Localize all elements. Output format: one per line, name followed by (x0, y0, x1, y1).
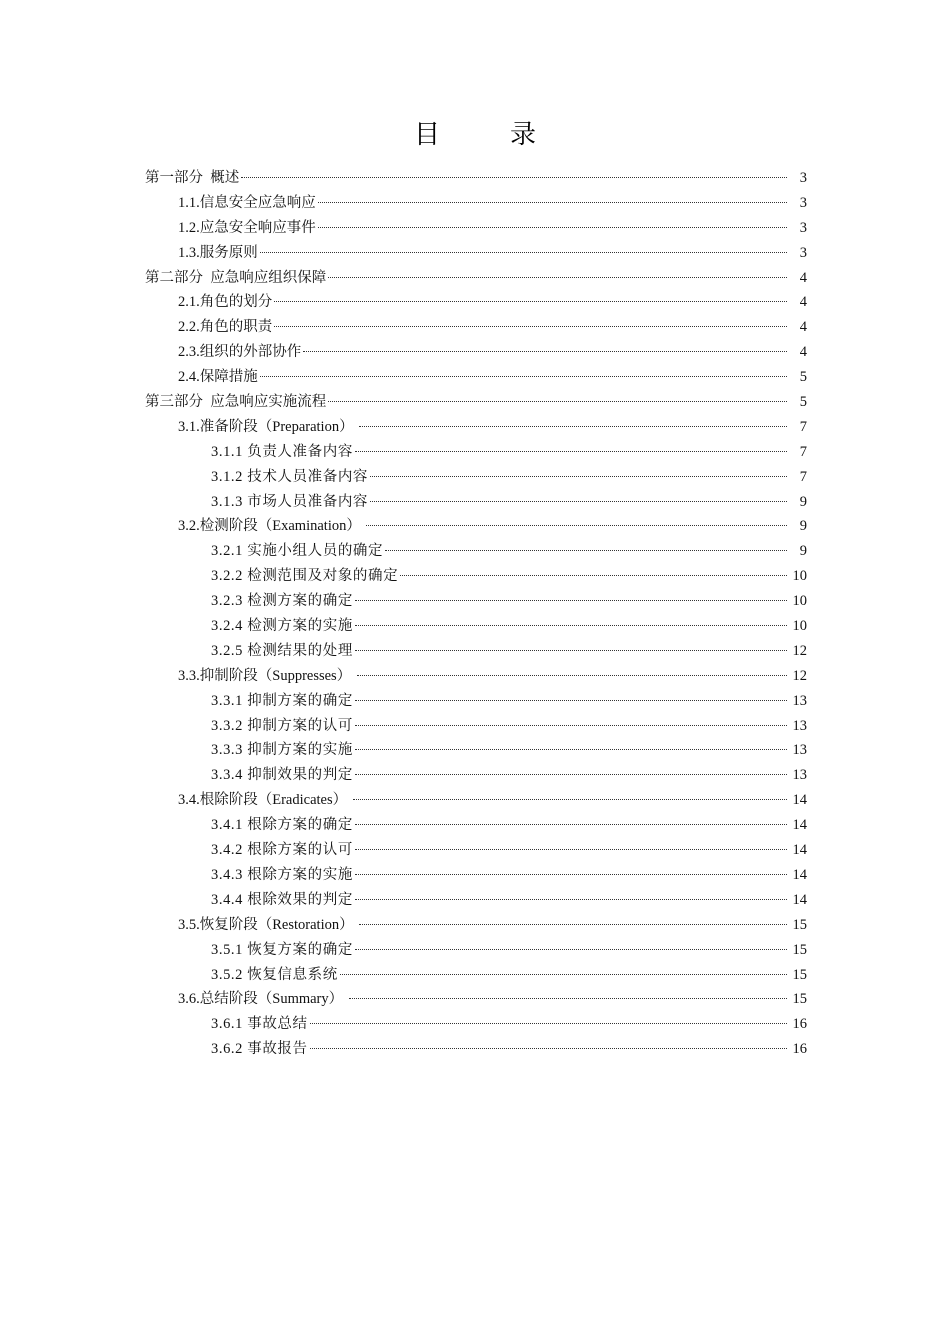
page-title: 目 录 (413, 120, 558, 150)
toc-entry-page-number: 7 (799, 468, 807, 485)
toc-entry-page-number: 15 (792, 991, 807, 1008)
toc-entry[interactable] (145, 689, 807, 714)
toc-leader-dots (385, 550, 787, 551)
toc-entry-label: 3.4.1 根除方案的确定 (211, 817, 353, 834)
toc-entry[interactable] (145, 166, 807, 191)
toc-entry-label: 3.5.恢复阶段（Restoration） (178, 916, 358, 933)
toc-entry-page-number: 13 (792, 742, 807, 759)
toc-leader-dots (355, 650, 787, 651)
toc-leader-dots (355, 874, 787, 875)
toc-leader-dots (355, 849, 787, 850)
toc-entry[interactable] (145, 340, 807, 365)
toc-entry[interactable] (145, 365, 807, 390)
toc-leader-dots (328, 401, 787, 402)
toc-leader-dots (274, 301, 787, 302)
toc-entry-label: 1.1.信息安全应急响应 (178, 194, 316, 211)
toc-entry[interactable] (145, 241, 807, 266)
toc-entry-page-number: 14 (792, 866, 807, 883)
toc-entry[interactable] (145, 763, 807, 788)
toc-leader-dots (355, 451, 787, 452)
toc-leader-dots (370, 476, 787, 477)
toc-entry-label: 3.2.5 检测结果的处理 (211, 642, 353, 659)
toc-entry-page-number: 3 (799, 194, 807, 211)
toc-entry-page-number: 7 (799, 418, 807, 435)
toc-entry-page-number: 12 (792, 667, 807, 684)
toc-leader-dots (241, 177, 787, 178)
toc-entry-label: 3.1.2 技术人员准备内容 (211, 468, 369, 485)
toc-entry[interactable] (145, 664, 807, 689)
toc-entry-label: 1.3.服务原则 (178, 244, 258, 261)
toc-entry[interactable] (145, 788, 807, 813)
toc-entry[interactable] (145, 1012, 807, 1037)
toc-entry-page-number: 13 (792, 767, 807, 784)
toc-entry-page-number: 14 (792, 792, 807, 809)
toc-entry-label: 2.2.角色的职责 (178, 319, 273, 336)
toc-entry-page-number: 4 (799, 269, 807, 286)
toc-entry-page-number: 9 (799, 493, 807, 510)
toc-entry-page-number: 15 (792, 966, 807, 983)
toc-entry[interactable] (145, 888, 807, 913)
toc-entry-label: 第三部分 应急响应实施流程 (145, 394, 327, 411)
toc-entry-label: 3.6.2 事故报告 (211, 1041, 308, 1058)
toc-entry-label: 3.4.2 根除方案的认可 (211, 842, 353, 859)
toc-entry-page-number: 4 (799, 294, 807, 311)
toc-entry-page-number: 5 (799, 394, 807, 411)
toc-entry[interactable] (145, 614, 807, 639)
toc-entry[interactable] (145, 440, 807, 465)
toc-entry-label: 3.4.4 根除效果的判定 (211, 891, 353, 908)
toc-entry[interactable] (145, 564, 807, 589)
toc-entry-label: 3.4.3 根除方案的实施 (211, 866, 353, 883)
toc-entry[interactable] (145, 514, 807, 539)
toc-entry-page-number: 10 (792, 568, 807, 585)
toc-entry-label: 3.3.3 抑制方案的实施 (211, 742, 353, 759)
toc-leader-dots (359, 426, 787, 427)
toc-entry[interactable] (145, 216, 807, 241)
toc-entry[interactable] (145, 589, 807, 614)
toc-entry[interactable] (145, 191, 807, 216)
toc-entry[interactable] (145, 290, 807, 315)
toc-leader-dots (355, 600, 787, 601)
toc-entry[interactable] (145, 639, 807, 664)
toc-entry-page-number: 16 (792, 1016, 807, 1033)
toc-entry-label: 1.2.应急安全响应事件 (178, 219, 316, 236)
toc-entry[interactable] (145, 813, 807, 838)
toc-entry[interactable] (145, 838, 807, 863)
toc-entry-label: 3.2.1 实施小组人员的确定 (211, 543, 384, 560)
toc-entry-label: 3.3.1 抑制方案的确定 (211, 692, 353, 709)
toc-entry-label: 3.5.1 恢复方案的确定 (211, 941, 353, 958)
toc-leader-dots (310, 1048, 787, 1049)
toc-leader-dots (355, 625, 787, 626)
toc-entry[interactable] (145, 539, 807, 564)
toc-leader-dots (310, 1023, 787, 1024)
toc-entry-label: 2.1.角色的划分 (178, 294, 273, 311)
toc-entry-label: 3.1.1 负责人准备内容 (211, 443, 353, 460)
toc-entry-label: 3.2.4 检测方案的实施 (211, 618, 353, 635)
toc-entry-page-number: 14 (792, 817, 807, 834)
toc-entry-label: 3.2.检测阶段（Examination） (178, 518, 365, 535)
toc-entry-label: 3.4.根除阶段（Eradicates） (178, 792, 351, 809)
toc-entry[interactable] (145, 863, 807, 888)
toc-entry-label: 3.2.3 检测方案的确定 (211, 593, 353, 610)
toc-leader-dots (355, 700, 787, 701)
toc-leader-dots (353, 799, 787, 800)
toc-entry-page-number: 10 (792, 593, 807, 610)
toc-entry-label: 3.3.抑制阶段（Suppresses） (178, 667, 355, 684)
toc-entry-page-number: 4 (799, 344, 807, 361)
toc-entry-label: 3.2.2 检测范围及对象的确定 (211, 568, 399, 585)
table-of-contents (145, 166, 807, 1062)
toc-entry-page-number: 14 (792, 842, 807, 859)
toc-entry-page-number: 15 (792, 941, 807, 958)
toc-leader-dots (355, 749, 787, 750)
toc-entry-label: 3.3.2 抑制方案的认可 (211, 717, 353, 734)
toc-leader-dots (318, 227, 787, 228)
toc-entry-page-number: 13 (792, 717, 807, 734)
toc-leader-dots (355, 824, 787, 825)
toc-entry-page-number: 9 (799, 518, 807, 535)
toc-entry-label: 2.3.组织的外部协作 (178, 344, 302, 361)
toc-leader-dots (260, 252, 787, 253)
toc-entry-page-number: 4 (799, 319, 807, 336)
toc-entry-page-number: 13 (792, 692, 807, 709)
toc-entry[interactable] (145, 913, 807, 938)
toc-entry-page-number: 14 (792, 891, 807, 908)
toc-entry-label: 3.6.1 事故总结 (211, 1016, 308, 1033)
toc-leader-dots (355, 774, 787, 775)
toc-entry-page-number: 15 (792, 916, 807, 933)
toc-leader-dots (340, 974, 787, 975)
toc-entry-label: 3.6.总结阶段（Summary） (178, 991, 347, 1008)
toc-entry-page-number: 16 (792, 1041, 807, 1058)
toc-leader-dots (370, 501, 787, 502)
toc-entry[interactable] (145, 465, 807, 490)
toc-entry-label: 3.1.3 市场人员准备内容 (211, 493, 369, 510)
toc-entry-page-number: 3 (799, 170, 807, 186)
toc-entry[interactable] (145, 1037, 807, 1062)
toc-leader-dots (357, 675, 787, 676)
toc-leader-dots (359, 924, 787, 925)
toc-entry-label: 3.5.2 恢复信息系统 (211, 966, 338, 983)
toc-entry[interactable] (145, 415, 807, 440)
toc-entry-page-number: 5 (799, 369, 807, 386)
toc-entry[interactable] (145, 738, 807, 763)
toc-entry-label: 第一部分 概述 (145, 170, 240, 186)
toc-entry[interactable] (145, 266, 807, 291)
toc-entry[interactable] (145, 390, 807, 415)
toc-leader-dots (355, 725, 787, 726)
toc-leader-dots (328, 277, 787, 278)
toc-entry-page-number: 12 (792, 642, 807, 659)
toc-leader-dots (260, 376, 787, 377)
toc-entry[interactable] (145, 963, 807, 988)
toc-leader-dots (274, 326, 787, 327)
toc-entry[interactable] (145, 315, 807, 340)
toc-entry[interactable] (145, 938, 807, 963)
toc-leader-dots (318, 202, 787, 203)
toc-entry-page-number: 10 (792, 618, 807, 635)
toc-entry-label: 3.1.准备阶段（Preparation） (178, 418, 358, 435)
toc-leader-dots (366, 525, 787, 526)
toc-entry[interactable] (145, 987, 807, 1012)
toc-entry[interactable] (145, 490, 807, 515)
toc-entry-label: 2.4.保障措施 (178, 369, 258, 386)
toc-leader-dots (355, 949, 787, 950)
toc-entry[interactable] (145, 714, 807, 739)
toc-leader-dots (400, 575, 787, 576)
toc-leader-dots (303, 351, 787, 352)
toc-entry-page-number: 3 (799, 219, 807, 236)
toc-entry-label: 3.3.4 抑制效果的判定 (211, 767, 353, 784)
toc-entry-page-number: 3 (799, 244, 807, 261)
toc-leader-dots (355, 899, 787, 900)
toc-entry-label: 第二部分 应急响应组织保障 (145, 269, 327, 286)
toc-entry-page-number: 9 (799, 543, 807, 560)
toc-entry-page-number: 7 (799, 443, 807, 460)
toc-leader-dots (349, 998, 787, 999)
